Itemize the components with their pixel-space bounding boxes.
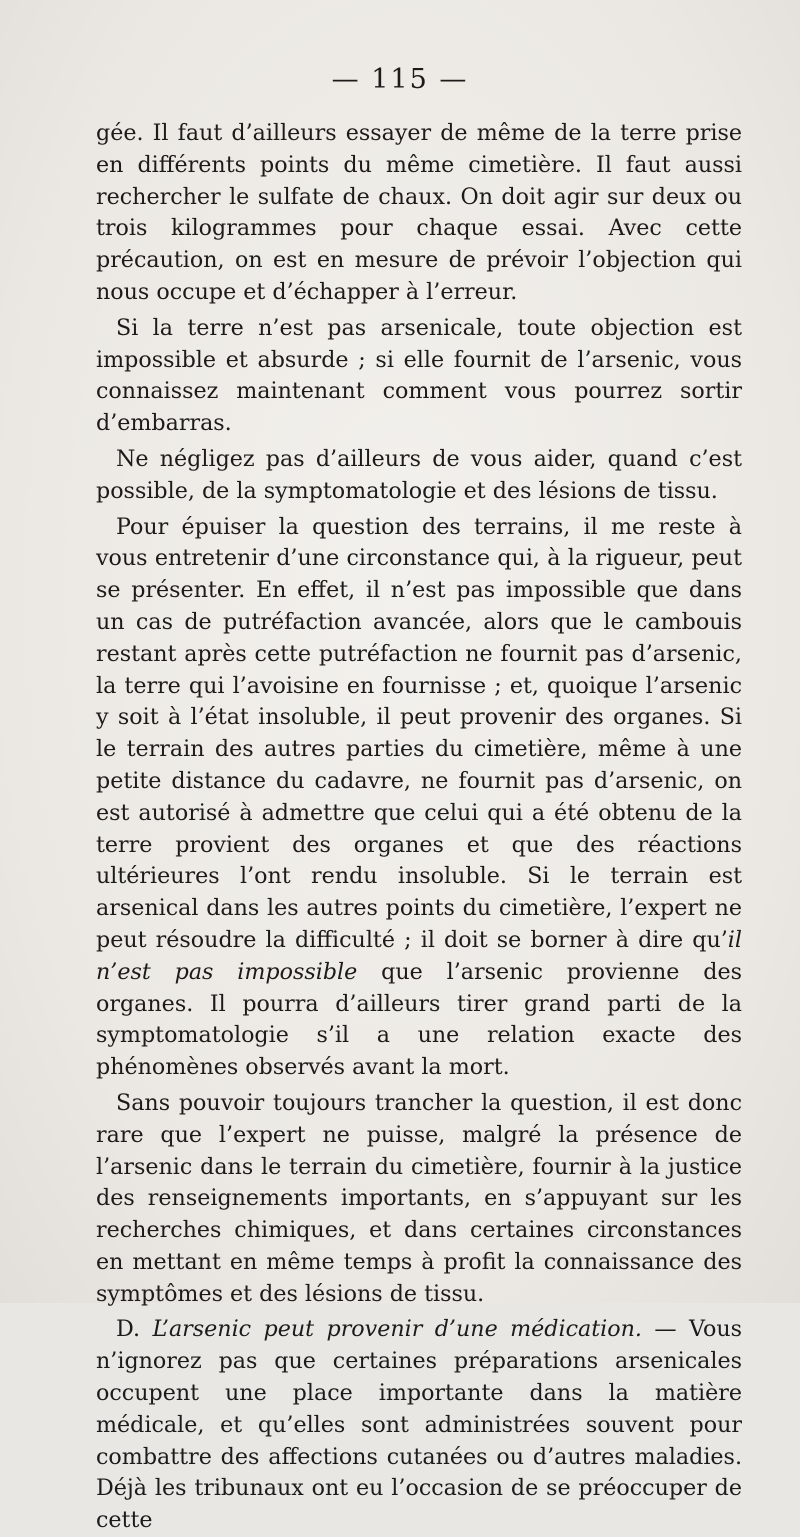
paragraph-6-section-heading: L’arsenic peut provenir d’une médication. <box>152 1316 642 1343</box>
paragraph-6-text-after: — Vous n’ignorez pas que certaines préparations arsenicales occupent une place importante dans la matière médicale, et qu’elles sont administrées souvent pour combattre des affections cutanées ou d’autres maladies. Déjà les tribunaux ont eu l’occasion de se préoccuper de cette <box>96 1316 742 1534</box>
paragraph-4-text-after: que l’arsenic provienne des organes. Il pourra d’ailleurs tirer grand parti de la symptomatologie s’il a une relation exacte des phénomènes observés avant la mort. <box>96 958 742 1081</box>
paragraph-6-lead: D. <box>116 1316 153 1343</box>
paragraph-6 <box>96 1314 742 1537</box>
paragraph-3: Ne négligez pas d’ailleurs de vous aider, quand c’est possible, de la symptomatologie et des lésions de tissu. <box>96 445 742 504</box>
paragraph-4-text-before: Pour épuiser la question des terrains, il me reste à vous entretenir d’une circonstance qui, à la rigueur, peut se présenter. En effet, il n’est pas impossible que dans un cas de putréfaction avancée, alors que le cambouis restant après cette putréfaction ne fournit pas d’arsenic, la terre qui l’avoisine en fournisse ; et, quoique l’arsenic y soit à l’état insoluble, il peut provenir des organes. Si le terrain des autres parties du cimetière, même à une petite distance du cadavre, ne fournit pas d’arsenic, on est autorisé à admettre que celui qui a été obtenu de la terre provient des organes et que des réactions ultérieures l’ont rendu insoluble. Si le terrain est arsenical dans les autres points du cimetière, l’expert ne peut résoudre la difficulté ; il doit se borner à dire qu’ <box>96 513 742 953</box>
paragraph-4-italic-phrase: il n’est pas impossible <box>96 926 742 985</box>
paragraph-1: gée. Il faut d’ailleurs essayer de même de la terre prise en différents points du même cimetière. Il faut aussi rechercher le sulfate de chaux. On doit agir sur deux ou trois kilogrammes pour chaque essai. Avec cette précaution, on est en mesure de prévoir l’objection qui nous occupe et d’échapper à l’erreur. <box>96 120 742 305</box>
paragraph-2: Si la terre n’est pas arsenicale, toute objection est impossible et absurde ; si elle fournit de l’arsenic, vous connaissez maintenant comment vous pourrez sortir d’embarras. <box>96 314 742 437</box>
paragraph-4 <box>96 512 742 1084</box>
page-number: — 115 — <box>331 64 469 95</box>
body-text <box>96 118 742 1537</box>
paragraph-5: Sans pouvoir toujours trancher la question, il est donc rare que l’expert ne puisse, malgré la présence de l’arsenic dans le terrain du cimetière, fournir à la justice des renseignements importants, en s’appuyant sur les recherches chimiques, et dans certaines circonstances en mettant en même temps à profit la connaissance des symptômes et des lésions de tissu. <box>96 1089 742 1307</box>
